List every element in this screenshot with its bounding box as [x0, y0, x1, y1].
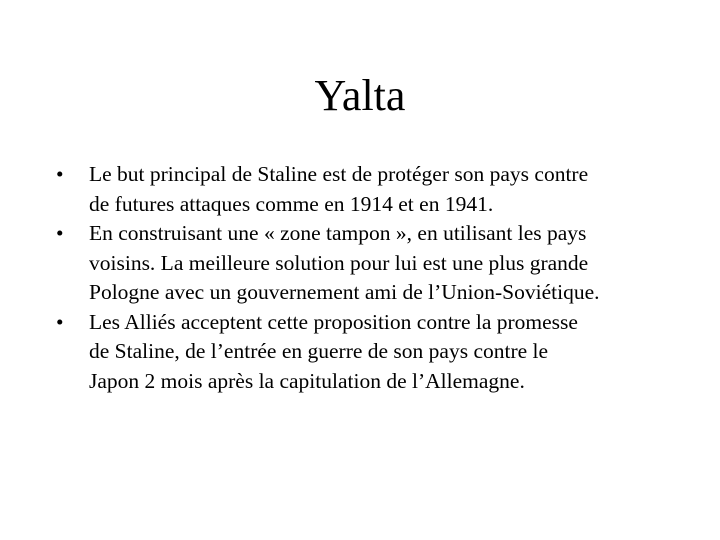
- bullet-line: Pologne avec un gouvernement ami de l’Union-Soviétique.: [89, 280, 600, 304]
- bullet-dot-icon: •: [56, 309, 64, 334]
- bullet-line: de Staline, de l’entrée en guerre de son pays contre le: [89, 339, 549, 363]
- bullet-line: Le but principal de Staline est de protéger son pays contre: [89, 162, 589, 186]
- bullet-line: de futures attaques comme en 1914 et en 1941.: [89, 191, 494, 216]
- bullet-item: [56, 308, 676, 397]
- slide-title: Yalta: [314, 71, 406, 120]
- bullet-dot-icon: •: [56, 221, 64, 245]
- bullet-line: En construisant une « zone tampon », en utilisant les pays: [89, 221, 587, 245]
- bullet-line: Japon 2 mois après la capitulation de l’Allemagne.: [89, 368, 525, 393]
- bullet-list: [56, 160, 676, 396]
- bullet-line: voisins. La meilleure solution pour lui est une plus grande: [89, 250, 589, 275]
- bullet-line: Les Alliés acceptent cette proposition contre la promesse: [89, 309, 578, 334]
- bullet-item: [56, 160, 676, 219]
- bullet-dot-icon: •: [56, 162, 64, 186]
- bullet-item: [56, 219, 676, 308]
